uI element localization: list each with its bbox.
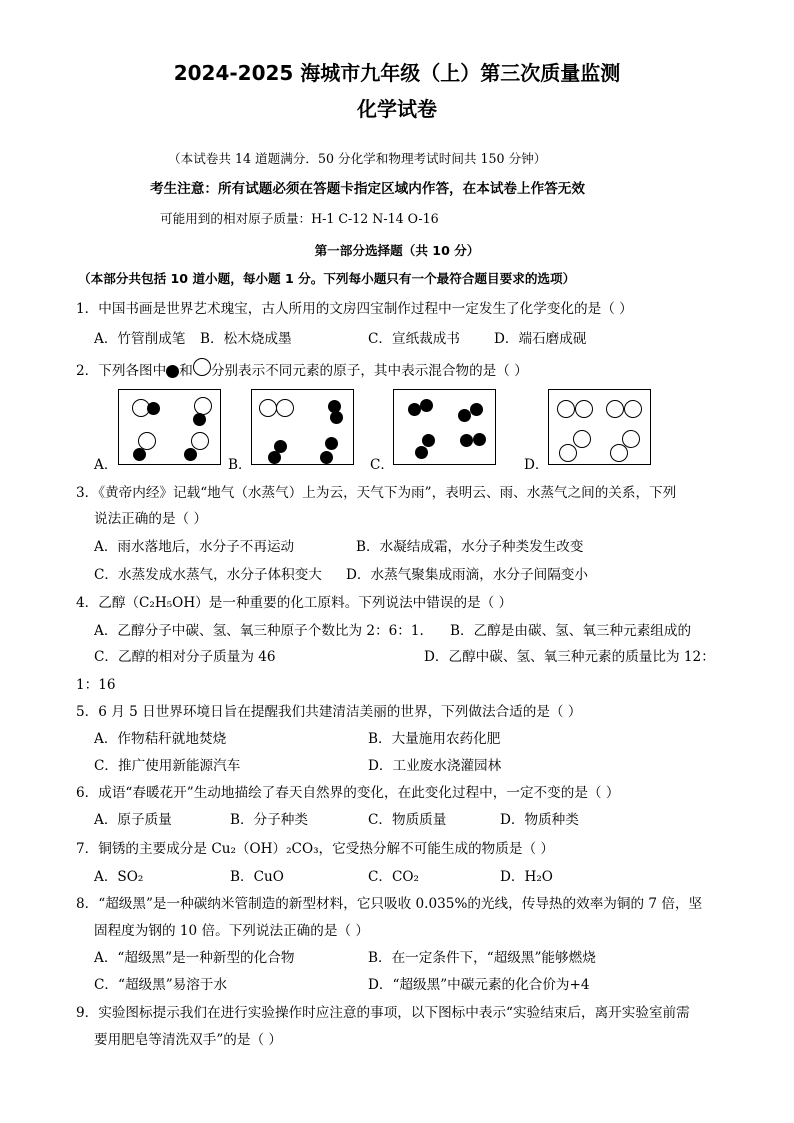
white-atom-icon bbox=[276, 399, 294, 417]
white-atom-icon bbox=[191, 432, 209, 450]
section-title: 第一部分选择题（共 10 分） bbox=[314, 243, 480, 258]
black-atom-icon bbox=[415, 446, 428, 459]
q7-option-a: A．SO₂ bbox=[94, 869, 144, 885]
black-atom-icon bbox=[268, 451, 281, 464]
white-atom-icon bbox=[575, 400, 593, 418]
q7-stem: 7．铜锈的主要成分是 Cu₂（OH）₂CO₃，它受热分解不可能生成的物质是（ ） bbox=[76, 841, 554, 857]
black-atom-icon bbox=[184, 448, 197, 461]
black-atom-icon bbox=[320, 451, 333, 464]
q9-stem-line1: 9．实验图标提示我们在进行实验操作时应注意的事项，以下图标中表示“实验结束后，离开实验室前需 bbox=[76, 1005, 690, 1021]
q1-option-c: C．宣纸裁成书 bbox=[368, 331, 460, 347]
q7-option-d: D．H₂O bbox=[500, 869, 553, 885]
q5-option-c: C．推广使用新能源汽车 bbox=[94, 758, 241, 774]
q4-option-d: D．乙醇中碳、氢、氧三种元素的质量比为 12： bbox=[424, 649, 715, 665]
q3-stem-line2: 说法正确的是（ ） bbox=[94, 511, 208, 527]
q8-option-a: A．“超级黑”是一种新型的化合物 bbox=[94, 950, 295, 966]
black-atom-icon bbox=[325, 437, 338, 450]
black-atom-icon bbox=[460, 434, 473, 447]
q2-stem-part3: 分别表示不同元素的原子，其中表示混合物的是（ ） bbox=[210, 363, 528, 379]
black-atom-icon bbox=[458, 409, 471, 422]
q4-stem: 4．乙醇（C₂H₅OH）是一种重要的化工原料。下列说法中错误的是（ ） bbox=[76, 595, 513, 611]
q6-option-d: D．物质种类 bbox=[500, 812, 579, 828]
section-instruction: （本部分共包括 10 道小题，每小题 1 分。下列每小题只有一个最符合题目要求的选项） bbox=[78, 271, 576, 286]
black-atom-icon bbox=[147, 402, 160, 415]
q8-stem-line2: 固程度为钢的 10 倍。下列说法正确的是（ ） bbox=[94, 923, 369, 939]
white-atom-icon bbox=[557, 400, 575, 418]
q2-diagram-b bbox=[251, 389, 354, 465]
white-atom-icon bbox=[193, 358, 211, 376]
q7-option-b: B．CuO bbox=[230, 869, 284, 885]
q4-option-d-continued: 1：16 bbox=[76, 677, 116, 693]
q8-stem-line1: 8．“超级黑”是一种碳纳米管制造的新型材料，它只吸收 0.035%的光线，传导热的效率为铜的 7 倍，坚 bbox=[76, 896, 703, 912]
q2-stem-part2: 和 bbox=[179, 363, 193, 379]
exam-note: （本试卷共 14 道题满分．50 分化学和物理考试时间共 150 分钟） bbox=[168, 151, 547, 166]
black-atom-icon bbox=[133, 448, 146, 461]
q2-stem bbox=[76, 362, 528, 381]
q4-option-c: C．乙醇的相对分子质量为 46 bbox=[94, 649, 276, 665]
black-atom-icon bbox=[330, 411, 343, 424]
black-atom-icon bbox=[473, 433, 486, 446]
q3-option-a: A．雨水落地后，水分子不再运动 bbox=[94, 539, 295, 555]
exam-subtitle: 化学试卷 bbox=[357, 97, 437, 121]
exam-title: 2024-2025 海城市九年级（上）第三次质量监测 bbox=[173, 61, 621, 85]
q5-stem: 5．6 月 5 日世界环境日旨在提醒我们共建清洁美丽的世界，下列做法合适的是（ ） bbox=[76, 704, 582, 720]
q1-stem: 1．中国书画是世界艺术瑰宝，古人所用的文房四宝制作过程中一定发生了化学变化的是（ ） bbox=[76, 301, 633, 317]
q5-option-d: D．工业废水浇灌园林 bbox=[368, 758, 502, 774]
q5-option-b: B．大量施用农药化肥 bbox=[368, 731, 501, 747]
black-atom-icon bbox=[193, 413, 206, 426]
q8-option-d: D．“超级黑”中碳元素的化合价为+4 bbox=[368, 977, 590, 993]
q2-option-b: B． bbox=[228, 457, 252, 473]
q6-option-a: A．原子质量 bbox=[94, 812, 172, 828]
q3-stem-line1: 3．《黄帝内经》记载“地气（水蒸气）上为云，天气下为雨”，表明云、雨、水蒸气之间的关系，下列 bbox=[76, 485, 677, 501]
q8-option-c: C．“超级黑”易溶于水 bbox=[94, 977, 228, 993]
white-atom-icon bbox=[573, 430, 591, 448]
black-atom-icon bbox=[422, 434, 435, 447]
white-atom-icon bbox=[259, 399, 277, 417]
q2-diagram-c bbox=[393, 389, 496, 465]
q2-option-c: C． bbox=[370, 457, 394, 473]
black-atom-icon bbox=[166, 365, 179, 378]
q1-option-b: B．松木烧成墨 bbox=[200, 331, 292, 347]
q6-option-c: C．物质质量 bbox=[368, 812, 447, 828]
q6-option-b: B．分子种类 bbox=[230, 812, 308, 828]
exam-warning: 考生注意：所有试题必须在答题卡指定区域内作答，在本试卷上作答无效 bbox=[150, 181, 585, 197]
white-atom-icon bbox=[624, 400, 642, 418]
q2-option-d: D． bbox=[524, 457, 549, 473]
q3-option-d: D．水蒸气聚集成雨滴，水分子间隔变小 bbox=[346, 567, 588, 583]
q8-option-b: B．在一定条件下，“超级黑”能够燃烧 bbox=[368, 950, 596, 966]
q2-diagram-d bbox=[548, 389, 651, 465]
white-atom-icon bbox=[610, 444, 628, 462]
q1-option-a: A．竹管削成笔 bbox=[94, 331, 186, 347]
q5-option-a: A．作物秸秆就地焚烧 bbox=[94, 731, 227, 747]
q2-diagram-a bbox=[118, 389, 221, 465]
black-atom-icon bbox=[470, 403, 483, 416]
atomic-mass-line: 可能用到的相对原子质量：H-1 C-12 N-14 O-16 bbox=[160, 211, 439, 226]
white-atom-icon bbox=[559, 444, 577, 462]
q3-option-c: C．水蒸发成水蒸气，水分子体积变大 bbox=[94, 567, 322, 583]
q4-option-b: B．乙醇是由碳、氢、氧三种元素组成的 bbox=[450, 623, 692, 639]
q3-option-b: B．水凝结成霜，水分子种类发生改变 bbox=[356, 539, 584, 555]
white-atom-icon bbox=[606, 400, 624, 418]
q7-option-c: C．CO₂ bbox=[368, 869, 419, 885]
q2-stem-part1: 2．下列各图中 bbox=[76, 363, 167, 379]
q9-stem-line2: 要用肥皂等清洗双手”的是（ ） bbox=[94, 1032, 282, 1048]
q6-stem: 6．成语“春暖花开”生动地描绘了春天自然界的变化，在此变化过程中，一定不变的是（ ） bbox=[76, 785, 620, 801]
q1-option-d: D．端石磨成砚 bbox=[494, 331, 587, 347]
q4-option-a: A．乙醇分子中碳、氢、氧三种原子个数比为 2：6：1. bbox=[94, 623, 424, 639]
q2-option-a: A． bbox=[94, 457, 118, 473]
black-atom-icon bbox=[420, 399, 433, 412]
